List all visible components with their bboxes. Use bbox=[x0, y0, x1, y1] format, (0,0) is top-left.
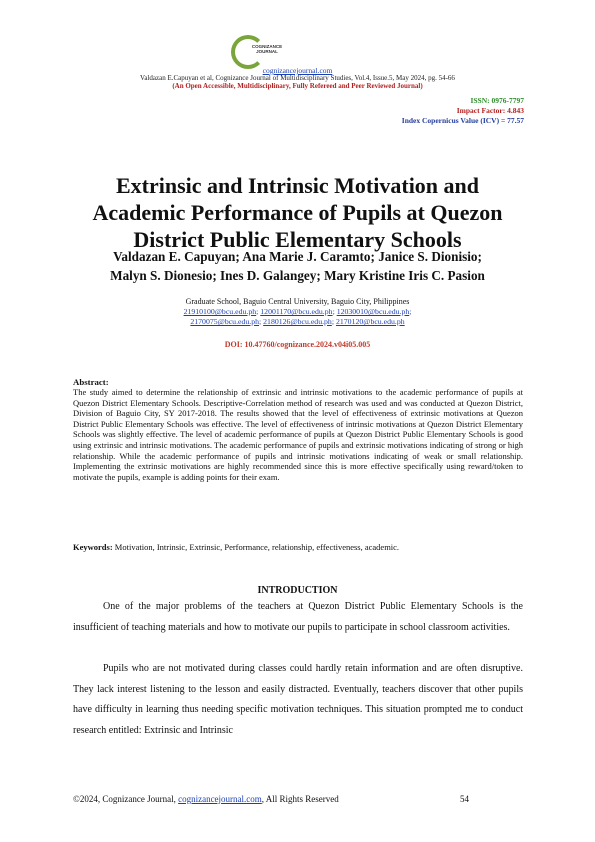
intro-paragraph-1: One of the major problems of the teachers at Quezon District Public Elementary Schools is the insufficient of teaching materials and how to motivate our pupils to participate in school classroom activities. bbox=[73, 601, 523, 633]
footer-suffix: , All Rights Reserved bbox=[261, 794, 339, 804]
journal-site-link[interactable]: cognizancejournal.com bbox=[262, 66, 333, 75]
author-emails: 21910100@bcu.edu.ph; 12001170@bcu.edu.ph; 12030010@bcu.edu.ph; 2170075@bcu.edu.ph; 2180126@bcu.edu.ph; 2170120@bcu.edu.ph bbox=[183, 307, 412, 326]
affiliation: Graduate School, Baguio Central University, Baguio City, Philippines bbox=[185, 297, 410, 306]
doi[interactable]: DOI: 10.47760/cognizance.2024.v04i05.005 bbox=[224, 340, 371, 349]
email-link-3[interactable]: 12030010@bcu.edu.ph bbox=[336, 307, 410, 316]
citation-line: Valdazan E.Capuyan et al, Cognizance Journal of Multidisciplinary Studies, Vol.4, Issue.5, May 2024, pg. 54-66 bbox=[140, 74, 455, 82]
email-link-6[interactable]: 2170120@bcu.edu.ph bbox=[335, 317, 405, 326]
footer-site-link[interactable]: cognizancejournal.com bbox=[178, 794, 262, 804]
email-link-4[interactable]: 2170075@bcu.edu.ph bbox=[190, 317, 260, 326]
impact-factor: Impact Factor: 4.843 bbox=[456, 106, 524, 115]
authors-line-1: Valdazan E. Capuyan; Ana Marie J. Caramto; Janice S. Dionisio; bbox=[113, 249, 482, 264]
issn: ISSN: 0976-7797 bbox=[470, 96, 524, 105]
paper-title bbox=[0, 172, 595, 253]
email-link-5[interactable]: 2180126@bcu.edu.ph bbox=[263, 317, 332, 326]
abstract-heading: Abstract: bbox=[73, 377, 109, 387]
abstract-body: The study aimed to determine the relationship of extrinsic and intrinsic motivations to the academic performance of pupils at Quezon District Elementary Schools. Descriptive-Correlation method of research was used and was conducted at Quezon District, Division of Baguio City, SY 2017-2018. The results showed that the level of effectiveness of extrinsic motivations at Quezon District Public Elementary Schools was effective. The level of effectiveness of intrinsic motivations at Quezon District Elementary Schools was slightly effective. The level of academic performance of pupils at Quezon District Public Elementary Schools is good using extrinsic and intrinsic motivations. The academic performance of pupils and extrinsic motivations indicating of strong or high relationship. While the academic performance of pupils and intrinsic motivations indicating of weak or small relationship. Implementing the extrinsic motivations are highly recommended since this is more effective specifically using reward/token to motivate the pupils, example is adding points for their exam. bbox=[73, 387, 523, 482]
icv-value: Index Copernicus Value (ICV) = 77.57 bbox=[401, 116, 524, 125]
title-line-3: District Public Elementary Schools bbox=[133, 227, 462, 252]
page-footer bbox=[73, 794, 523, 804]
open-access-note: (An Open Accessible, Multidisciplinary, Fully Refereed and Peer Reviewed Journal) bbox=[172, 82, 423, 90]
title-line-2: Academic Performance of Pupils at Quezon bbox=[92, 200, 503, 225]
introduction-heading: INTRODUCTION bbox=[257, 585, 338, 596]
author-list bbox=[0, 247, 595, 285]
authors-line-2: Malyn S. Dionesio; Ines D. Galangey; Mary Kristine Iris C. Pasion bbox=[110, 268, 485, 283]
title-line-1: Extrinsic and Intrinsic Motivation and bbox=[115, 173, 480, 198]
email-link-1[interactable]: 21910100@bcu.edu.ph bbox=[183, 307, 257, 316]
page-number: 54 bbox=[460, 794, 469, 804]
keywords-label: Keywords: bbox=[73, 542, 113, 552]
keywords-list: Motivation, Intrinsic, Extrinsic, Performance, relationship, effectiveness, academic. bbox=[112, 542, 400, 552]
logo-text: COGNIZANCE JOURNAL bbox=[251, 44, 283, 54]
intro-paragraph-2: Pupils who are not motivated during classes could hardly retain information and are often disruptive. They lack interest listening to the lesson and easily distracted. Eventually, teachers discover that other pupils have difficulty in learning thus needing specific motivation techniques. This situation prompted me to conduct research entitled: Extrinsic and Intrinsic bbox=[73, 663, 523, 736]
email-link-2[interactable]: 12001170@bcu.edu.ph bbox=[260, 307, 333, 316]
footer-prefix: ©2024, Cognizance Journal, bbox=[73, 794, 179, 804]
keywords bbox=[73, 542, 523, 553]
